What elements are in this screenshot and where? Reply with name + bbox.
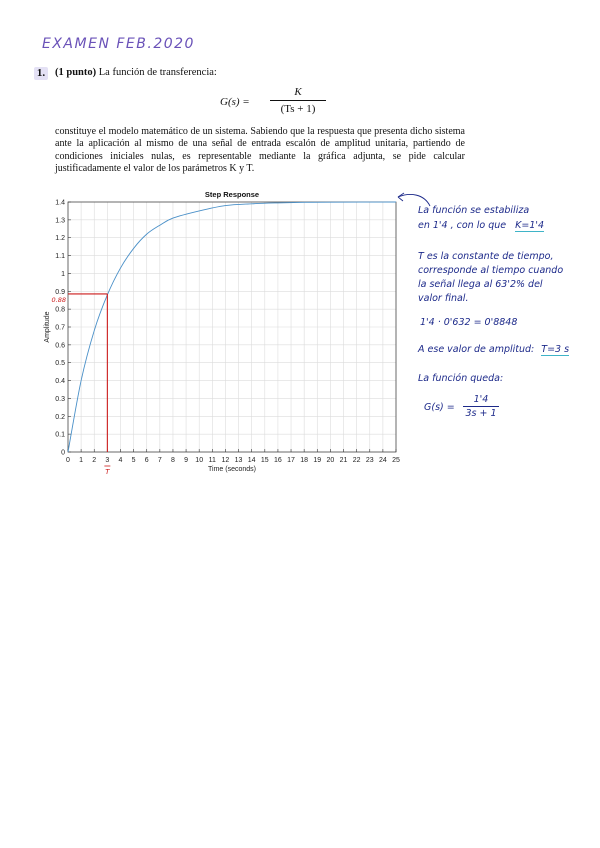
y-tick-label: 0.3 bbox=[55, 395, 65, 403]
note-queda: La función queda: bbox=[418, 373, 504, 384]
x-tick-label: 21 bbox=[339, 457, 348, 464]
x-tick-label: 10 bbox=[195, 457, 204, 464]
x-tick-label: 1 bbox=[79, 457, 84, 464]
note-k-result: K=1'4 bbox=[515, 220, 545, 231]
note-stabilizes: La función se estabiliza bbox=[418, 205, 530, 216]
x-tick-label: 8 bbox=[171, 457, 175, 464]
question-number: 1. bbox=[34, 67, 48, 80]
note-stabilizes-text: en 1'4 , con lo que bbox=[418, 220, 507, 231]
x-tick-label: 22 bbox=[352, 457, 361, 464]
y-tick-label: 1.3 bbox=[55, 217, 65, 225]
note-t-2: corresponde al tiempo cuando bbox=[418, 265, 564, 276]
y-tick-label: 1.1 bbox=[55, 253, 65, 261]
y-axis-label: Amplitude bbox=[44, 311, 51, 343]
note-stabilizes-2 bbox=[418, 219, 544, 233]
x-axis-label: Time (seconds) bbox=[208, 466, 256, 473]
x-tick-label: 5 bbox=[131, 457, 136, 464]
x-tick-label: 23 bbox=[365, 457, 374, 464]
x-tick-label: 16 bbox=[274, 457, 282, 464]
x-tick-label: 4 bbox=[118, 457, 123, 464]
y-tick-label: 1 bbox=[61, 270, 65, 278]
note-amplitude-text: A ese valor de amplitud: bbox=[418, 344, 535, 355]
x-tick-label: 25 bbox=[392, 457, 400, 464]
x-tick-label: 0 bbox=[66, 457, 70, 464]
note-t-result: T=3 s bbox=[541, 344, 570, 355]
note-t-4: valor final. bbox=[418, 293, 469, 304]
y-tick-label: 1.4 bbox=[55, 199, 65, 207]
y-tick-label: 0.7 bbox=[55, 324, 65, 332]
x-tick-label: 13 bbox=[234, 457, 243, 464]
question-points: (1 punto) bbox=[55, 67, 97, 78]
x-tick-label: 9 bbox=[184, 457, 189, 464]
x-tick-label: 12 bbox=[221, 457, 230, 464]
x-tick-label: 2 bbox=[92, 457, 97, 464]
marker-time-label: T bbox=[105, 468, 110, 476]
note-calc: 1'4 · 0'632 = 0'8848 bbox=[420, 317, 518, 328]
question-text: constituye el modelo matemático de un sistema. Sabiendo que la respuesta que presenta dicho sistema ante la aplicación al mismo de una señal de entrada escalón de amplitud unitaria, partiendo de condiciones iniciales nulas, es representable mediante la gráfica adjunta, se pide calcular justificadamente el valor de los parámetros K y T. bbox=[55, 126, 465, 174]
y-tick-label: 1.2 bbox=[55, 235, 65, 243]
x-tick-label: 20 bbox=[326, 457, 335, 464]
note-g-den: 3s + 1 bbox=[465, 408, 497, 419]
x-tick-label: 17 bbox=[287, 457, 295, 464]
exam-heading: EXAMEN FEB.2020 bbox=[42, 36, 195, 52]
formula-lhs: G(s) = bbox=[220, 96, 250, 108]
y-tick-label: 0.8 bbox=[55, 306, 65, 314]
x-tick-label: 11 bbox=[208, 457, 216, 464]
note-g-lhs: G(s) = bbox=[424, 402, 455, 413]
note-t-1: T es la constante de tiempo, bbox=[418, 251, 554, 262]
formula-denominator: (Ts + 1) bbox=[280, 103, 316, 115]
note-t-3: la señal llega al 63'2% del bbox=[418, 279, 543, 290]
x-tick-label: 18 bbox=[300, 457, 309, 464]
y-tick-label: 0.6 bbox=[55, 342, 65, 350]
question-lead: La función de transferencia: bbox=[98, 67, 217, 78]
y-tick-label: 0.5 bbox=[55, 360, 65, 368]
x-tick-label: 7 bbox=[157, 457, 162, 464]
y-tick-label: 0 bbox=[61, 449, 65, 457]
note-amplitude bbox=[418, 343, 569, 357]
y-tick-label: 0.2 bbox=[55, 413, 65, 421]
y-tick-label: 0.4 bbox=[55, 378, 65, 386]
x-tick-label: 3 bbox=[105, 457, 110, 464]
marker-value-label: 0.88 bbox=[51, 295, 66, 304]
x-tick-label: 14 bbox=[247, 457, 256, 464]
note-g-num: 1'4 bbox=[463, 394, 499, 407]
y-tick-label: 0.1 bbox=[55, 431, 65, 439]
x-tick-label: 19 bbox=[313, 457, 322, 464]
x-tick-label: 6 bbox=[144, 457, 149, 464]
x-tick-label: 24 bbox=[378, 457, 387, 464]
formula-numerator: K bbox=[270, 86, 326, 101]
chart-title: Step Response bbox=[204, 190, 260, 199]
y-tick-label: 0.9 bbox=[55, 288, 65, 296]
x-tick-label: 15 bbox=[260, 457, 269, 464]
